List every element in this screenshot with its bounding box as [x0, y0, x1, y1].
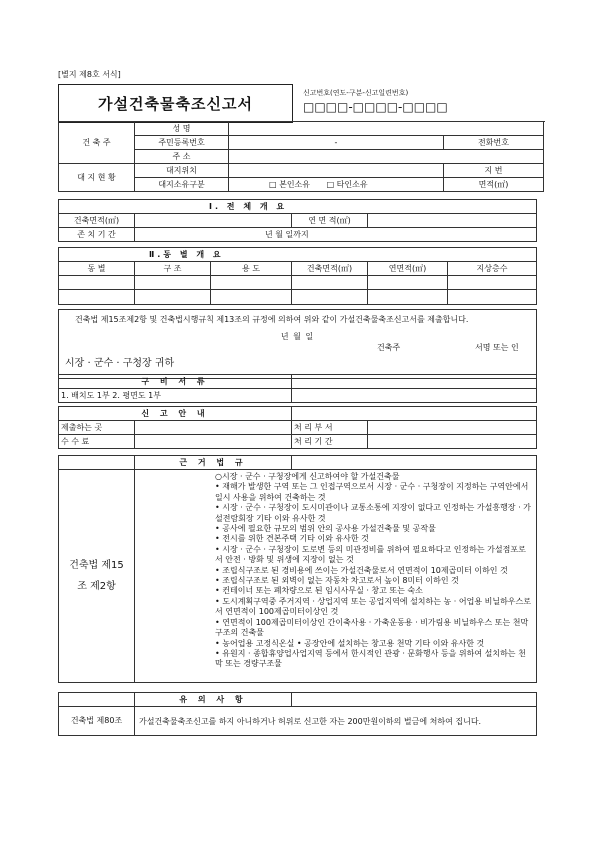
notice-text: 가설건축물축조신고를 하지 아니하거나 허위로 신고한 자는 200만원이하의 벌금에 처하여 집니다.	[135, 707, 537, 736]
col-floors: 지상층수	[448, 262, 537, 276]
list-item: • 유원지 · 종합휴양업사업지역 등에서 한시적인 관광 · 문화행사 등을 위하여 설치하는 천막 또는 경량구조물	[215, 648, 526, 669]
list-item: • 조립식구조로 된 경비용에 쓰이는 가설건축물로서 연면적이 10제곱미터 이하인 것	[215, 565, 508, 575]
overview-heading: Ⅰ. 전 체 개 요	[59, 200, 537, 214]
signature-label[interactable]: 서명 또는 인	[475, 343, 519, 352]
ownership-label: 대지소유구분	[135, 178, 229, 192]
legal-basis-table	[58, 455, 537, 683]
building-area-field[interactable]	[135, 214, 292, 228]
list-item: • 재해가 발생한 구역 또는 그 인접구역으로서 시장 · 군수 · 구청장이 지정하는 구역안에서 일시 사용을 위하여 건축하는 것	[215, 482, 529, 502]
lot-label: 지 번	[444, 164, 544, 178]
col-floor-area: 연면적(㎡)	[368, 262, 448, 276]
addressee: 시장 · 군수 · 구청장 귀하	[65, 358, 175, 369]
notice-table	[58, 692, 537, 736]
list-item: • 조립식구조로 된 외벽이 없는 자동차 차고로서 높이 8미터 이하인 것	[215, 576, 459, 586]
statement-table	[58, 309, 537, 379]
form-number-label: [별지 제8호 서식]	[58, 70, 121, 79]
col-building-area: 건축면적(㎡)	[292, 262, 368, 276]
guidance-table	[58, 406, 537, 449]
location-label: 대지위치	[135, 164, 229, 178]
by-building-heading: Ⅱ.동 별 개 요	[59, 248, 537, 262]
list-item: • 공사에 필요한 규모의 범위 안의 공사용 가설건축물 및 공작물	[215, 524, 436, 534]
list-item: • 농어업용 고정식온실 • 공장안에 설치하는 창고용 천막 기타 이와 유사한 것	[215, 638, 485, 648]
list-item: • 도시계획구역중 주거지역 · 상업지역 또는 공업지역에 설치하는 농 · 어업용 비닐하우스로서 연면적이 100제곱미터이상인 것	[215, 596, 531, 617]
area-label: 면적(㎡)	[444, 178, 544, 192]
address-field[interactable]	[229, 150, 544, 164]
table-row[interactable]	[59, 276, 537, 290]
documents-heading: 구 비 서 류	[59, 375, 292, 389]
col-structure: 구 조	[135, 262, 211, 276]
rrn-field[interactable]: -	[229, 136, 444, 150]
statement-date[interactable]: 년 월 일	[280, 332, 315, 341]
list-item: ○시장 · 군수 · 구청장에게 신고하여야 할 가설건축물	[215, 472, 400, 481]
fee-label: 수 수 료	[59, 435, 135, 449]
location-field[interactable]	[229, 164, 444, 178]
name-label: 성 명	[135, 122, 229, 136]
legal-heading: 근 거 법 규	[135, 456, 292, 470]
list-item: • 시장 · 군수 · 구청장이 도로변 등의 미관정비를 위하여 필요하다고 인정하는 가설점포로서 안전 · 방화 및 위생에 지장이 없는 것	[215, 544, 526, 565]
overview-table	[58, 199, 537, 242]
documents-table	[58, 374, 537, 403]
dept-label: 처 리 부 서	[292, 421, 368, 435]
list-item: • 시장 · 군수 · 구청장이 도시미관이나 교통소통에 지장이 없다고 인정하는 가설흥행장 · 가설전람회장 기타 이와 유사한 것	[215, 503, 531, 523]
floor-area-label: 연 면 적(㎡)	[292, 214, 368, 228]
documents-text: 1. 배치도 1부 2. 평면도 1부	[59, 389, 292, 403]
own-other-checkbox[interactable]: □ 타인소유	[326, 180, 368, 189]
report-number-boxes[interactable]: □□□□-□□□□-□□□□	[303, 100, 448, 114]
guidance-heading: 신 고 안 내	[59, 407, 292, 421]
list-item: • 컨테이너 또는 폐차량으로 된 임시사무실 · 창고 또는 숙소	[215, 586, 423, 596]
rrn-label: 주민등록번호	[135, 136, 229, 150]
duration-field[interactable]: 년 월 일까지	[135, 228, 537, 242]
by-building-table	[58, 247, 537, 305]
name-field[interactable]	[229, 122, 544, 136]
form-title: 가설건축물축조신고서	[58, 84, 293, 123]
address-label: 주 소	[135, 150, 229, 164]
notice-law-label: 건축법 제80조	[59, 707, 135, 736]
legal-item-list	[135, 470, 537, 683]
duration-label: 존 치 기 간	[59, 228, 135, 242]
report-number-label: 신고번호(연도-구분-신고일련번호)	[303, 89, 409, 97]
owner-label: 건축주	[377, 343, 401, 352]
applicant-site-table	[58, 121, 544, 192]
notice-heading: 유 의 사 항	[135, 693, 292, 707]
floor-area-field[interactable]	[368, 214, 537, 228]
submit-to-label: 제출하는 곳	[59, 421, 135, 435]
period-label: 처 리 기 간	[292, 435, 368, 449]
statement-text: 건축법 제15조제2항 및 건축법시행규칙 제13조의 규정에 의하여 위와 같이 가설건축물축조신고서를 제출합니다.	[75, 315, 469, 324]
list-item: • 전시를 위한 견본주택 기타 이와 유사한 것	[215, 534, 369, 544]
table-row[interactable]	[59, 290, 537, 305]
building-area-label: 건축면적(㎡)	[59, 214, 135, 228]
site-label: 대 지 현 황	[59, 164, 135, 192]
legal-law-label: 건축법 제15조 제2항	[59, 470, 135, 683]
own-self-checkbox[interactable]: □ 본인소유	[269, 180, 311, 189]
col-building: 동 별	[59, 262, 135, 276]
phone-label: 전화번호	[444, 136, 544, 150]
list-item: • 연면적이 100제곱미터이상인 간이축사용 · 가축운동용 · 비가림용 비닐하우스 또는 천막구조의 건축물	[215, 617, 529, 638]
col-use: 용 도	[211, 262, 292, 276]
applicant-label: 건 축 주	[59, 122, 135, 164]
